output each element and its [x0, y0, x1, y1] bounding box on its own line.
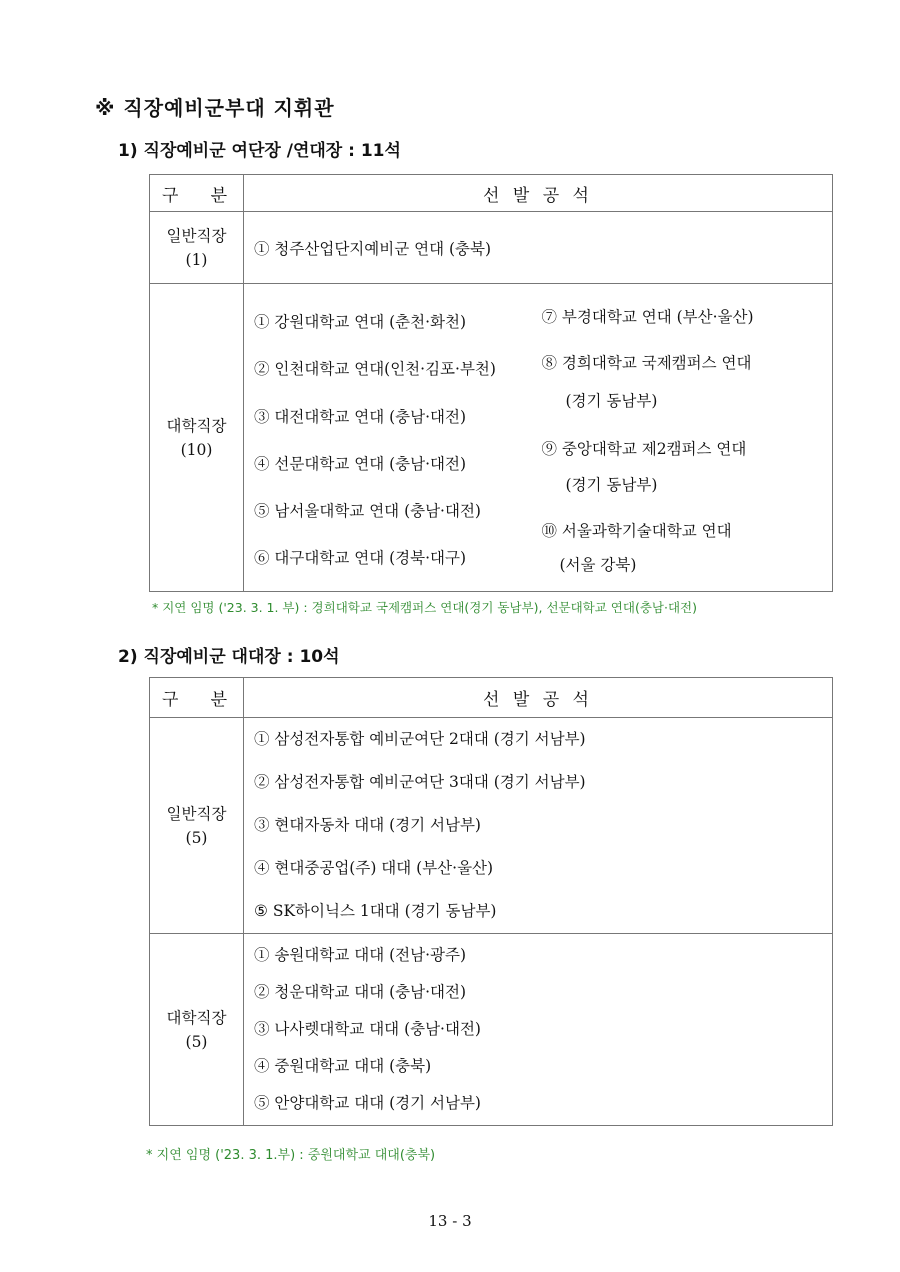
category-label: 대학직장 — [166, 416, 227, 435]
header-posts: 선 발 공 석 — [244, 678, 833, 718]
posts-cell — [244, 212, 833, 284]
list-item: ⑤ SK하이닉스 1대대 (경기 동남부) — [254, 902, 497, 920]
category-label: 일반직장 — [166, 804, 227, 823]
section2-title: 2) 직장예비군 대대장 : 10석 — [118, 647, 340, 667]
list-item: (서울 강북) — [559, 555, 637, 574]
table-row — [150, 934, 833, 1126]
list-item: ⑨ 중앙대학교 제2캠퍼스 연대 — [541, 439, 747, 458]
list-item: ① 강원대학교 연대 (춘천·화천) — [254, 312, 467, 331]
category-count: (5) — [185, 828, 208, 847]
list-item: ⑤ 남서울대학교 연대 (충남·대전) — [254, 501, 481, 520]
posts-cell — [244, 934, 833, 1126]
list-item: ④ 선문대학교 연대 (충남·대전) — [254, 454, 467, 473]
list-item: ② 청운대학교 대대 (충남·대전) — [254, 983, 467, 1001]
category-count: (10) — [180, 440, 213, 459]
section2-table — [149, 677, 833, 1126]
page-number: 13 - 3 — [428, 1212, 472, 1230]
list-item: ① 청주산업단지예비군 연대 (충북) — [254, 239, 492, 258]
list-item: ⑥ 대구대학교 연대 (경북·대구) — [254, 548, 467, 567]
table-header-row — [150, 678, 833, 718]
table-header-row — [150, 175, 833, 212]
category-cell — [150, 718, 244, 934]
posts-cell — [244, 718, 833, 934]
category-cell — [150, 212, 244, 284]
section2-note: * 지연 임명 ('23. 3. 1.부) : 중원대학교 대대(충북) — [146, 1148, 436, 1163]
list-item: ① 삼성전자통합 예비군여단 2대대 (경기 서남부) — [254, 730, 586, 748]
table-row — [150, 718, 833, 934]
section1-table — [149, 174, 833, 592]
posts-right-column — [536, 285, 833, 591]
category-label: 대학직장 — [166, 1008, 227, 1027]
section1-title: 1) 직장예비군 여단장 /연대장 : 11석 — [118, 141, 401, 161]
section1-note: * 지연 임명 ('23. 3. 1. 부) : 경희대학교 국제캠퍼스 연대(경기 동남부), 선문대학교 연대(충남·대전) — [152, 600, 697, 615]
list-item: ① 송원대학교 대대 (전남·광주) — [254, 946, 467, 964]
category-cell — [150, 284, 244, 592]
category-cell — [150, 934, 244, 1126]
posts-cell — [244, 284, 833, 592]
posts-left-column — [244, 285, 536, 591]
page-heading: ※ 직장예비군부대 지휘관 — [95, 96, 335, 120]
header-category: 구 분 — [150, 175, 244, 212]
table-row — [150, 284, 833, 592]
list-item: ⑤ 안양대학교 대대 (경기 서남부) — [254, 1094, 481, 1112]
list-item: ⑦ 부경대학교 연대 (부산·울산) — [541, 307, 754, 326]
list-item: ③ 나사렛대학교 대대 (충남·대전) — [254, 1020, 481, 1038]
list-item: (경기 동남부) — [565, 391, 658, 410]
list-item: ② 삼성전자통합 예비군여단 3대대 (경기 서남부) — [254, 773, 586, 791]
category-label: 일반직장 — [166, 226, 227, 245]
list-item: ⑩ 서울과학기술대학교 연대 — [541, 521, 732, 540]
table-row — [150, 212, 833, 284]
category-count: (5) — [185, 1032, 208, 1051]
list-item: ④ 현대중공업(주) 대대 (부산·울산) — [254, 859, 494, 877]
list-item: ② 인천대학교 연대(인천·김포·부천) — [254, 359, 496, 378]
list-item: ③ 현대자동차 대대 (경기 서남부) — [254, 816, 481, 834]
list-item: ③ 대전대학교 연대 (충남·대전) — [254, 407, 467, 426]
list-item: (경기 동남부) — [565, 475, 658, 494]
header-category: 구 분 — [150, 678, 244, 718]
list-item: ④ 중원대학교 대대 (충북) — [254, 1057, 432, 1075]
list-item: ⑧ 경희대학교 국제캠퍼스 연대 — [541, 353, 752, 372]
header-posts: 선 발 공 석 — [244, 175, 833, 212]
category-count: (1) — [185, 250, 208, 269]
